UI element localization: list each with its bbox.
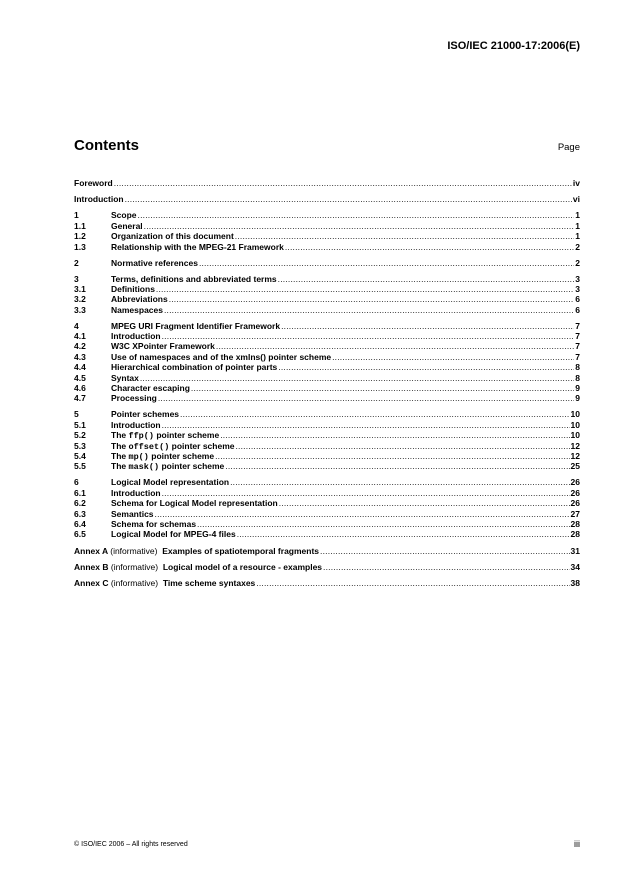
dot-leader (256, 578, 569, 588)
page-number: iii (574, 839, 580, 849)
toc-entry-4-5[interactable] (74, 373, 580, 383)
toc-title-code: mp() (128, 451, 149, 462)
toc-entry-5-3[interactable] (74, 441, 580, 451)
dot-leader (140, 373, 574, 383)
toc-entry-1-3[interactable] (74, 242, 580, 252)
annex-label: Annex C (74, 578, 109, 589)
dot-leader (162, 331, 575, 341)
toc-entry-1[interactable] (74, 210, 580, 220)
toc-number: 4.5 (74, 372, 86, 383)
toc-number: 4.4 (74, 362, 86, 373)
toc-title-code: mask() (128, 462, 160, 473)
toc-title-suffix: pointer scheme (154, 430, 220, 441)
dot-leader (320, 546, 570, 556)
dot-leader (278, 274, 575, 284)
toc-title: Processing (111, 393, 157, 404)
dot-leader (323, 562, 570, 572)
toc-page: 10 (570, 419, 580, 430)
toc-title: Semantics (111, 508, 154, 519)
toc-number: 2 (74, 257, 79, 268)
toc-number: 1 (74, 210, 79, 221)
toc-title-prefix: The (111, 461, 129, 472)
toc-title: Definitions (111, 283, 155, 294)
toc-title: MPEG URI Fragment Identifier Framework (111, 320, 281, 331)
toc-page: 9 (575, 383, 580, 394)
toc-page: 26 (570, 477, 580, 488)
toc-page: 38 (570, 578, 580, 589)
dot-leader (225, 461, 569, 471)
toc-title: Hierarchical combination of pointer parts (111, 362, 278, 373)
page-column-label: Page (557, 142, 580, 153)
toc-page: 9 (575, 393, 580, 404)
toc-title-code: offset() (128, 441, 170, 452)
toc-title: Introduction (111, 419, 161, 430)
toc-title-code: ffp() (128, 431, 154, 442)
toc-number: 3 (74, 273, 79, 284)
dot-leader (114, 178, 572, 188)
toc-page: 12 (570, 450, 580, 461)
toc-entry-4-6[interactable] (74, 383, 580, 393)
toc-entry-3-3[interactable] (74, 305, 580, 315)
toc-page: 1 (575, 220, 580, 231)
toc-entry-6-5[interactable] (74, 529, 580, 539)
toc-page: 2 (575, 241, 580, 252)
toc-title: Normative references (111, 257, 198, 268)
toc-number: 4.7 (74, 393, 86, 404)
annex-type: (informative) (110, 545, 158, 556)
toc-page: 7 (575, 351, 580, 362)
toc-number: 5.5 (74, 461, 86, 472)
toc-entry-2[interactable] (74, 258, 580, 268)
toc-title-prefix: The (111, 430, 129, 441)
toc-entry-6-3[interactable] (74, 509, 580, 519)
toc-page: 26 (570, 498, 580, 509)
toc-page: vi (572, 194, 580, 205)
dot-leader (235, 441, 569, 451)
annex-type: (informative) (110, 562, 159, 573)
toc-entry-3-1[interactable] (74, 284, 580, 294)
toc-title: Character escaping (111, 383, 190, 394)
toc-title: Relationship with the MPEG-21 Framework (111, 241, 284, 252)
toc-number: 6.2 (74, 498, 86, 509)
document-id: ISO/IEC 21000-17:2006(E) (447, 40, 580, 52)
toc-title: Introduction (111, 331, 161, 342)
copyright-notice: © ISO/IEC 2006 – All rights reserved (74, 841, 188, 848)
toc-title: Logical Model representation (111, 477, 230, 488)
dot-leader (215, 451, 569, 461)
toc-title: Introduction (111, 487, 161, 498)
toc-number: 4.6 (74, 383, 86, 394)
toc-number: 4.3 (74, 351, 86, 362)
toc-page: 1 (575, 210, 580, 221)
toc-title: Terms, definitions and abbreviated terms (111, 273, 277, 284)
dot-leader (237, 529, 570, 539)
toc-number: 6.4 (74, 518, 86, 529)
toc-number: 1.1 (74, 220, 86, 231)
toc-title: Schema for Logical Model representation (111, 498, 278, 509)
toc-entry-foreword[interactable] (74, 178, 580, 188)
toc-page: 27 (570, 508, 580, 519)
toc-page: 6 (575, 304, 580, 315)
dot-leader (162, 420, 570, 430)
dot-leader (191, 383, 574, 393)
dot-leader (169, 294, 575, 304)
toc-number: 3.3 (74, 304, 86, 315)
annex-title: Logical model of a resource - examples (162, 562, 323, 573)
toc-page: 25 (570, 461, 580, 472)
dot-leader (197, 519, 569, 529)
contents-heading: Contents (74, 137, 139, 154)
toc-entry-annex-a[interactable] (74, 546, 580, 556)
dot-leader (230, 477, 569, 487)
toc-title-prefix: The (111, 450, 129, 461)
toc-title-suffix: pointer scheme (169, 440, 235, 451)
toc-number: 5.2 (74, 430, 86, 441)
toc-title: Syntax (111, 372, 139, 383)
table-of-contents (74, 178, 580, 589)
toc-title: Logical Model for MPEG-4 files (111, 529, 236, 540)
toc-page: 28 (570, 529, 580, 540)
toc-title: Introduction (74, 194, 124, 205)
toc-number: 4.1 (74, 331, 86, 342)
toc-title: Abbreviations (111, 294, 168, 305)
toc-title: Organization of this document (111, 231, 234, 242)
toc-entry-4-3[interactable] (74, 352, 580, 362)
dot-leader (220, 430, 569, 440)
toc-entry-5-1[interactable] (74, 420, 580, 430)
toc-entry-5-5[interactable] (74, 461, 580, 471)
toc-page: iv (572, 178, 580, 188)
toc-entry-4-2[interactable] (74, 341, 580, 351)
toc-number: 6 (74, 477, 79, 488)
toc-page: 12 (570, 440, 580, 451)
toc-entry-4[interactable] (74, 321, 580, 331)
toc-entry-5-4[interactable] (74, 451, 580, 461)
toc-title: Use of namespaces and of the xmlns() pointer scheme (111, 351, 332, 362)
toc-entry-annex-b[interactable] (74, 562, 580, 572)
annex-label: Annex A (74, 545, 108, 556)
dot-leader (164, 305, 574, 315)
toc-page: 7 (575, 320, 580, 331)
toc-entry-6-1[interactable] (74, 488, 580, 498)
toc-title-prefix: The (111, 440, 129, 451)
toc-number: 6.3 (74, 508, 86, 519)
toc-title: Pointer schemes (111, 409, 180, 420)
toc-title-suffix: pointer scheme (159, 461, 225, 472)
dot-leader (285, 242, 574, 252)
toc-page: 10 (570, 409, 580, 420)
toc-title: W3C XPointer Framework (111, 341, 215, 352)
toc-entry-4-4[interactable] (74, 362, 580, 372)
annex-label: Annex B (74, 562, 109, 573)
toc-page: 8 (575, 372, 580, 383)
toc-entry-1-2[interactable] (74, 231, 580, 241)
toc-title: Scope (111, 210, 137, 221)
toc-title (74, 562, 322, 572)
toc-entry-5-2[interactable] (74, 430, 580, 440)
dot-leader (279, 498, 570, 508)
toc-entry-6-4[interactable] (74, 519, 580, 529)
toc-number: 3.2 (74, 294, 86, 305)
toc-entry-4-1[interactable] (74, 331, 580, 341)
dot-leader (155, 509, 570, 519)
toc-page: 28 (570, 518, 580, 529)
toc-entry-6-2[interactable] (74, 498, 580, 508)
toc-title: Foreword (74, 178, 113, 188)
toc-entry-annex-c[interactable] (74, 578, 580, 588)
toc-page: 34 (570, 562, 580, 573)
dot-leader (156, 284, 574, 294)
dot-leader (144, 221, 575, 231)
toc-number: 1.3 (74, 241, 86, 252)
toc-page: 3 (575, 283, 580, 294)
toc-title (111, 461, 224, 472)
toc-page: 26 (570, 487, 580, 498)
toc-entry-6[interactable] (74, 477, 580, 487)
toc-page: 3 (575, 273, 580, 284)
toc-number: 5.1 (74, 419, 86, 430)
toc-number: 6.1 (74, 487, 86, 498)
dot-leader (162, 488, 570, 498)
dot-leader (278, 362, 574, 372)
toc-entry-1-1[interactable] (74, 221, 580, 231)
toc-page: 8 (575, 362, 580, 373)
annex-type: (informative) (110, 578, 159, 589)
toc-entry-3[interactable] (74, 274, 580, 284)
toc-title: Namespaces (111, 304, 163, 315)
toc-page: 6 (575, 294, 580, 305)
dot-leader (138, 210, 575, 220)
toc-page: 7 (575, 331, 580, 342)
toc-number: 6.5 (74, 529, 86, 540)
dot-leader (125, 194, 572, 204)
toc-page: 31 (570, 545, 580, 556)
toc-number: 3.1 (74, 283, 86, 294)
toc-page: 10 (570, 430, 580, 441)
dot-leader (235, 231, 574, 241)
toc-number: 4 (74, 320, 79, 331)
dot-leader (332, 352, 574, 362)
toc-number: 4.2 (74, 341, 86, 352)
dot-leader (158, 393, 574, 403)
dot-leader (180, 409, 570, 419)
toc-entry-5[interactable] (74, 409, 580, 419)
annex-title: Examples of spatiotemporal fragments (162, 545, 320, 556)
toc-number: 1.2 (74, 231, 86, 242)
toc-page: 2 (575, 257, 580, 268)
toc-title (74, 546, 319, 556)
toc-title-suffix: pointer scheme (148, 450, 215, 461)
toc-title: Schema for schemas (111, 518, 197, 529)
toc-number: 5 (74, 409, 79, 420)
toc-number: 5.3 (74, 440, 86, 451)
toc-entry-4-7[interactable] (74, 393, 580, 403)
toc-page: 7 (575, 341, 580, 352)
toc-number: 5.4 (74, 450, 86, 461)
dot-leader (199, 258, 574, 268)
dot-leader (216, 341, 574, 351)
toc-entry-3-2[interactable] (74, 294, 580, 304)
dot-leader (281, 321, 574, 331)
toc-title: General (111, 220, 143, 231)
toc-entry-introduction[interactable] (74, 194, 580, 204)
toc-page: 1 (575, 231, 580, 242)
toc-title (74, 578, 255, 588)
annex-title: Time scheme syntaxes (162, 578, 256, 589)
